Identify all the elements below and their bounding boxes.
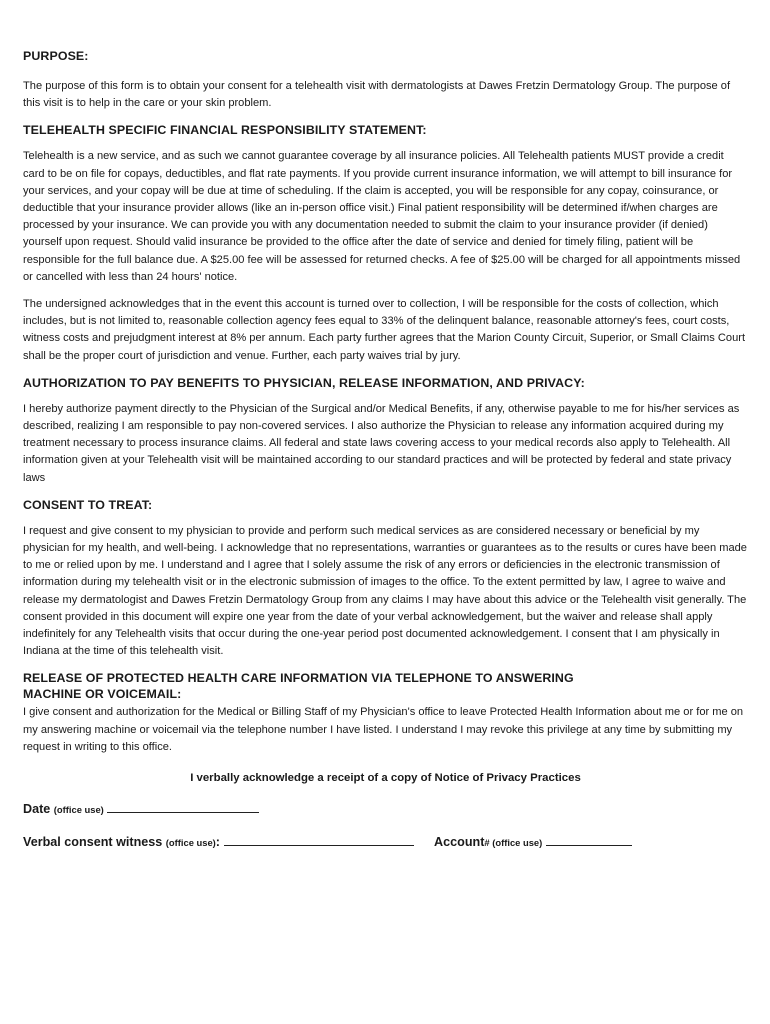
financial-heading: TELEHEALTH SPECIFIC FINANCIAL RESPONSIBILITY STATEMENT: [23,123,427,138]
consent-text: I request and give consent to my physician to provide and perform such medical services as are considered necessary or beneficial by my physician for my health, and well-being. I acknowledge that no representations, warranties or guarantees as to the results or cures have been made to me or relied upon by me. I understand and I agree that I solely assume the risk of any errors or deficiencies in the electronic transmission of information during my telehealth visit or in the electronic submission of images to the office. To the extent permitted by law, I agree to waive and release my dermatologist and Dawes Fretzin Dermatology Group from any claims I may have about this advice or the Telehealth visit generally. The consent provided in this document will expire one year from the date of your verbal acknowledgement, but the waiver and release shall apply indefinitely for any Telehealth visits that occur during the one-year period post documented acknowledgement. I consent that I am physically in Indiana at the time of this telehealth visit. [23,524,747,658]
witness-colon: : [215,835,220,850]
release-text: I give consent and authorization for the Medical or Billing Staff of my Physician's office to leave Protected Health Information about me or for me on my answering machine or voicemail via the telephone number I have listed. I understand I may revoke this privilege at any time by submitting my request in writing to this office. [23,706,744,753]
release-heading-line-1: RELEASE OF PROTECTED HEALTH CARE INFORMATION VIA TELEPHONE TO ANSWERING [23,671,574,686]
witness-label: Verbal consent witness [23,835,163,850]
date-field-row [23,800,748,819]
date-field[interactable] [107,801,259,813]
witness-note: (office use) [165,837,216,849]
account-label: Account [434,835,485,850]
purpose-section [23,48,748,112]
consent-heading: CONSENT TO TREAT: [23,497,153,512]
financial-text-2: The undersigned acknowledges that in the event this account is turned over to collection, I will be responsible for the costs of collection, which includes, but is not limited to, reasonable collection agency fees equal to 33% of the delinquent balance, reasonable attorney's fees, court costs, witness costs and prejudgment interest at 8% per annum. Each party further agrees that the Marion County Circuit, Superior, or Small Claims Court shall be the proper court of jurisdiction and venue. Further, each party waives trial by jury. [23,298,746,362]
account-note: # (office use) [484,837,543,849]
purpose-text: The purpose of this form is to obtain your consent for a telehealth visit with dermatologists at Dawes Fretzin Dermatology Group. The purpose of this visit is to help in the care or your skin problem. [23,80,731,110]
release-heading [23,670,748,702]
authorization-text: I hereby authorize payment directly to the Physician of the Surgical and/or Medical Benefits, if any, otherwise payable to me for his/her services as described, realizing I am responsible to pay non-covered services. I also authorize the Physician to release any information acquired during my treatment necessary to process insurance claims. All federal and state laws covering access to your medical records also apply to Telehealth. All information given at your Telehealth visit will be maintained according to our standard practices and will be protected by federal and state privacy laws [23,402,740,484]
date-note: (office use) [53,804,104,816]
release-heading-line-2: MACHINE OR VOICEMAIL: [23,687,182,702]
privacy-acknowledgement: I verbally acknowledge a receipt of a copy of Notice of Privacy Practices [190,772,581,785]
consent-section [23,497,748,661]
witness-field-row [23,833,748,852]
date-label: Date [23,802,51,817]
authorization-section [23,375,748,487]
release-section [23,670,748,756]
financial-text-1: Telehealth is a new service, and as such we cannot guarantee coverage by all insurance policies. All Telehealth patients MUST provide a credit card to be on file for copays, deductibles, and flat rate payments. If you provide current insurance information, we will attempt to bill insurance for your services, and your copay will be due at time of scheduling. If the claim is accepted, you will be responsible for any copay, coinsurance, or deductible that your insurance provider allows (like an in-person office visit.) Final patient responsibility will be determined if/when charges are processed by your insurance. We can provide you with any documentation needed to submit the claim to your insurance provider (if denied) yourself upon request. Should valid insurance be provided to the office after the date of service and denied for timely filing, patient will be responsible for the full balance due. A $25.00 fee will be assessed for returned checks. A fee of $25.00 will be charged for all appointments missed or cancelled with less than 24 hours' notice. [23,150,741,283]
purpose-heading: PURPOSE: [23,49,89,63]
witness-field[interactable] [224,834,414,846]
account-field[interactable] [546,834,632,846]
authorization-heading: AUTHORIZATION TO PAY BENEFITS TO PHYSICIAN, RELEASE INFORMATION, AND PRIVACY: [23,375,585,390]
financial-section [23,122,748,364]
